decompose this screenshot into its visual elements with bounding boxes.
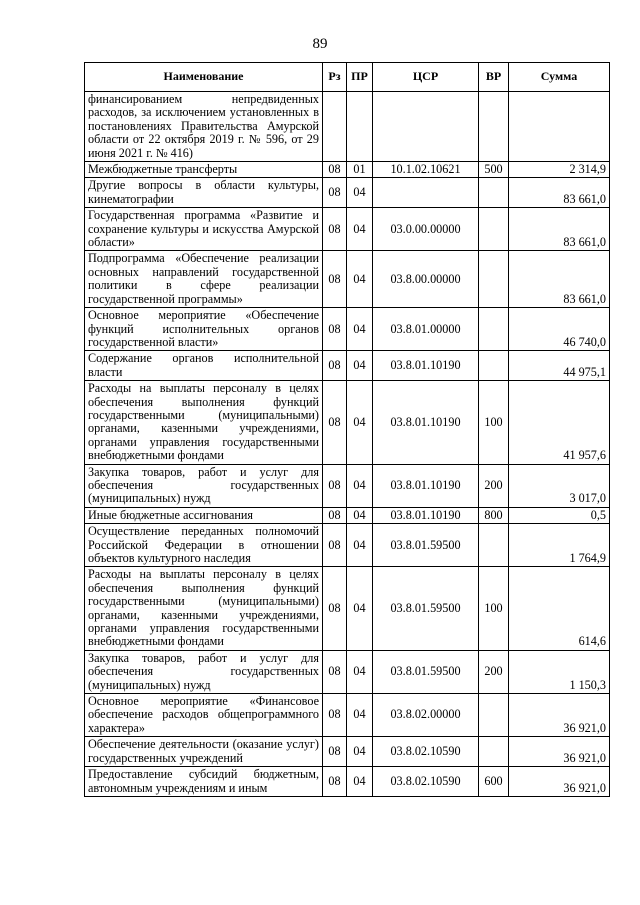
cell-pr: 04 [347, 208, 373, 251]
cell-sum: 46 740,0 [509, 308, 610, 351]
cell-csr: 03.8.00.00000 [373, 251, 479, 308]
cell-sum: 44 975,1 [509, 351, 610, 381]
cell-csr: 03.8.01.59500 [373, 524, 479, 567]
cell-pr: 01 [347, 162, 373, 178]
cell-sum: 36 921,0 [509, 694, 610, 737]
cell-rz: 08 [323, 524, 347, 567]
cell-csr: 03.8.02.10590 [373, 767, 479, 797]
cell-sum: 36 921,0 [509, 767, 610, 797]
cell-csr: 03.8.01.59500 [373, 650, 479, 693]
cell-rz: 08 [323, 767, 347, 797]
cell-vr [479, 208, 509, 251]
table-row [85, 351, 610, 381]
cell-pr: 04 [347, 464, 373, 507]
cell-name: Основное мероприятие «Финансовое обеспечение расходов общепрограммного характера» [85, 694, 323, 737]
table-row [85, 524, 610, 567]
cell-rz: 08 [323, 694, 347, 737]
cell-name: Другие вопросы в области культуры, кинематографии [85, 178, 323, 208]
cell-csr: 03.8.01.59500 [373, 567, 479, 650]
table-row [85, 381, 610, 464]
table-row [85, 767, 610, 797]
cell-rz: 08 [323, 464, 347, 507]
cell-csr: 03.8.01.10190 [373, 464, 479, 507]
cell-vr: 200 [479, 464, 509, 507]
cell-sum [509, 92, 610, 162]
cell-name: Закупка товаров, работ и услуг для обеспечения государственных (муниципальных) нужд [85, 464, 323, 507]
cell-name: Иные бюджетные ассигнования [85, 507, 323, 523]
cell-vr: 600 [479, 767, 509, 797]
table-row [85, 507, 610, 523]
cell-name: Расходы на выплаты персоналу в целях обеспечения выполнения функций государственными (муниципальными) органами, казенными учреждениями, органами управления государственными внебюджетными фондами [85, 381, 323, 464]
cell-csr: 03.8.02.00000 [373, 694, 479, 737]
cell-vr [479, 351, 509, 381]
cell-pr [347, 92, 373, 162]
cell-name: Подпрограмма «Обеспечение реализации основных направлений государственной политики в сфере реализации государственной программы» [85, 251, 323, 308]
cell-sum: 614,6 [509, 567, 610, 650]
cell-name: финансированием непредвиденных расходов, за исключением установленных в постановлениях Правительства Амурской области от 22 октября 2019 г. № 596, от 29 июня 2021 г. № 416) [85, 92, 323, 162]
cell-sum: 1 764,9 [509, 524, 610, 567]
cell-vr [479, 178, 509, 208]
cell-pr: 04 [347, 507, 373, 523]
header-pr: ПР [347, 63, 373, 92]
cell-pr: 04 [347, 567, 373, 650]
cell-csr [373, 178, 479, 208]
cell-vr: 100 [479, 567, 509, 650]
cell-vr: 200 [479, 650, 509, 693]
cell-sum: 83 661,0 [509, 178, 610, 208]
cell-csr: 10.1.02.10621 [373, 162, 479, 178]
table-row [85, 567, 610, 650]
cell-sum: 1 150,3 [509, 650, 610, 693]
cell-vr [479, 92, 509, 162]
cell-csr: 03.8.01.10190 [373, 381, 479, 464]
cell-rz [323, 92, 347, 162]
cell-pr: 04 [347, 694, 373, 737]
cell-vr [479, 737, 509, 767]
cell-csr: 03.8.01.10190 [373, 507, 479, 523]
table-row [85, 650, 610, 693]
cell-vr: 500 [479, 162, 509, 178]
table-row [85, 694, 610, 737]
cell-name: Обеспечение деятельности (оказание услуг) государственных учреждений [85, 737, 323, 767]
cell-pr: 04 [347, 381, 373, 464]
table-row [85, 208, 610, 251]
table-row [85, 251, 610, 308]
cell-rz: 08 [323, 567, 347, 650]
cell-name: Закупка товаров, работ и услуг для обеспечения государственных (муниципальных) нужд [85, 650, 323, 693]
header-sum: Сумма [509, 63, 610, 92]
cell-sum: 83 661,0 [509, 208, 610, 251]
table-row [85, 737, 610, 767]
table-row [85, 464, 610, 507]
page-number: 89 [312, 36, 328, 52]
table-row [85, 178, 610, 208]
cell-sum: 2 314,9 [509, 162, 610, 178]
cell-pr: 04 [347, 308, 373, 351]
cell-name: Межбюджетные трансферты [85, 162, 323, 178]
cell-rz: 08 [323, 650, 347, 693]
cell-name: Государственная программа «Развитие и сохранение культуры и искусства Амурской области» [85, 208, 323, 251]
cell-sum: 36 921,0 [509, 737, 610, 767]
cell-rz: 08 [323, 208, 347, 251]
cell-csr [373, 92, 479, 162]
cell-pr: 04 [347, 178, 373, 208]
table-row [85, 162, 610, 178]
header-vr: ВР [479, 63, 509, 92]
cell-pr: 04 [347, 251, 373, 308]
cell-rz: 08 [323, 162, 347, 178]
cell-vr [479, 694, 509, 737]
cell-rz: 08 [323, 178, 347, 208]
cell-name: Содержание органов исполнительной власти [85, 351, 323, 381]
cell-csr: 03.8.01.00000 [373, 308, 479, 351]
header-rz: Рз [323, 63, 347, 92]
cell-name: Расходы на выплаты персоналу в целях обеспечения выполнения функций государственными (муниципальными) органами, казенными учреждениями, органами управления государственными внебюджетными фондами [85, 567, 323, 650]
cell-rz: 08 [323, 351, 347, 381]
table-row [85, 92, 610, 162]
cell-vr [479, 524, 509, 567]
cell-pr: 04 [347, 767, 373, 797]
cell-rz: 08 [323, 251, 347, 308]
cell-name: Осуществление переданных полномочий Российской Федерации в отношении объектов культурного наследия [85, 524, 323, 567]
cell-csr: 03.0.00.00000 [373, 208, 479, 251]
cell-pr: 04 [347, 524, 373, 567]
cell-rz: 08 [323, 737, 347, 767]
cell-rz: 08 [323, 381, 347, 464]
table-row [85, 308, 610, 351]
cell-sum: 83 661,0 [509, 251, 610, 308]
cell-csr: 03.8.01.10190 [373, 351, 479, 381]
cell-sum: 0,5 [509, 507, 610, 523]
cell-name: Основное мероприятие «Обеспечение функций исполнительных органов государственной власти» [85, 308, 323, 351]
cell-vr [479, 251, 509, 308]
cell-name: Предоставление субсидий бюджетным, автономным учреждениям и иным [85, 767, 323, 797]
cell-vr: 800 [479, 507, 509, 523]
table-header-row [85, 63, 610, 92]
cell-sum: 3 017,0 [509, 464, 610, 507]
cell-vr: 100 [479, 381, 509, 464]
budget-table [84, 62, 610, 797]
cell-sum: 41 957,6 [509, 381, 610, 464]
header-csr: ЦСР [373, 63, 479, 92]
cell-rz: 08 [323, 507, 347, 523]
cell-pr: 04 [347, 737, 373, 767]
cell-pr: 04 [347, 650, 373, 693]
cell-csr: 03.8.02.10590 [373, 737, 479, 767]
cell-rz: 08 [323, 308, 347, 351]
header-name: Наименование [85, 63, 323, 92]
cell-pr: 04 [347, 351, 373, 381]
cell-vr [479, 308, 509, 351]
